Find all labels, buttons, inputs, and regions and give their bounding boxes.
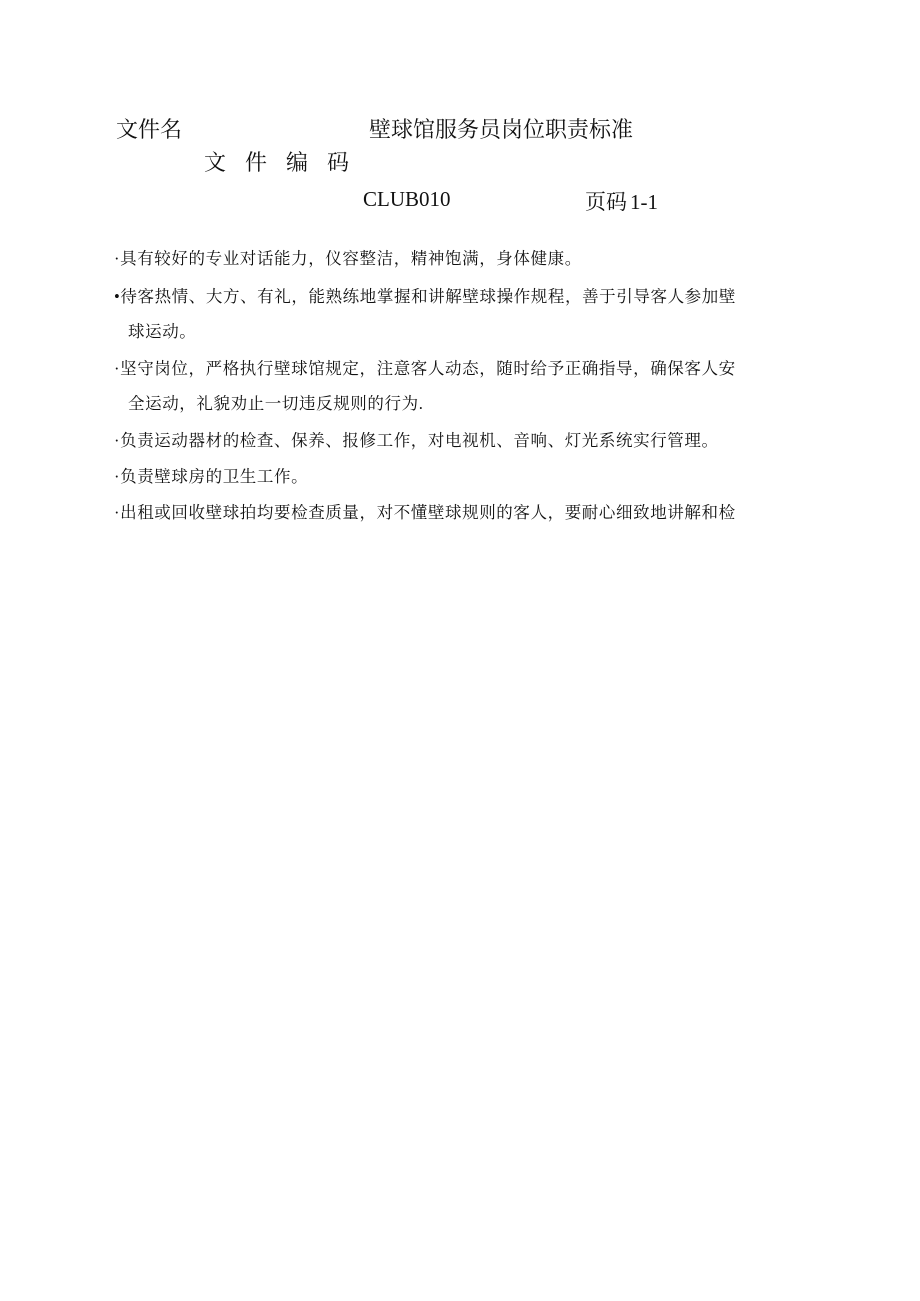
duty-item-4-line-1: ·负责运动器材的检查、保养、报修工作，对电视机、音响、灯光系统实行管理。 [114,431,719,450]
duty-item-1-line-1: ·具有较好的专业对话能力，仪容整洁，精神饱满，身体健康。 [114,249,582,268]
page-value: 1-1 [630,190,658,214]
file-name-label: 文件名 [116,118,183,143]
page-label: 页码 [585,190,627,214]
page-number [585,186,658,216]
file-code-value: CLUB010 [363,187,451,211]
duty-item-2-line-1: •待客热情、大方、有礼，能熟练地掌握和讲解壁球操作规程，善于引导客人参加壁 [114,287,736,306]
duty-item-5-line-1: ·负责壁球房的卫生工作。 [114,467,309,486]
file-code-label: 文 件 编 码 [204,151,355,176]
duty-item-2-line-2: 球运动。 [128,322,197,341]
duty-item-6-line-1: ·出租或回收壁球拍均要检查质量，对不懂壁球规则的客人，要耐心细致地讲解和检 [114,503,736,522]
file-name-value: 壁球馆服务员岗位职责标准 [369,118,634,143]
duty-item-3-line-1: ·坚守岗位，严格执行壁球馆规定，注意客人动态，随时给予正确指导，确保客人安 [114,359,736,378]
duty-item-3-line-2: 全运动，礼貌劝止一切违反规则的行为. [128,394,424,413]
